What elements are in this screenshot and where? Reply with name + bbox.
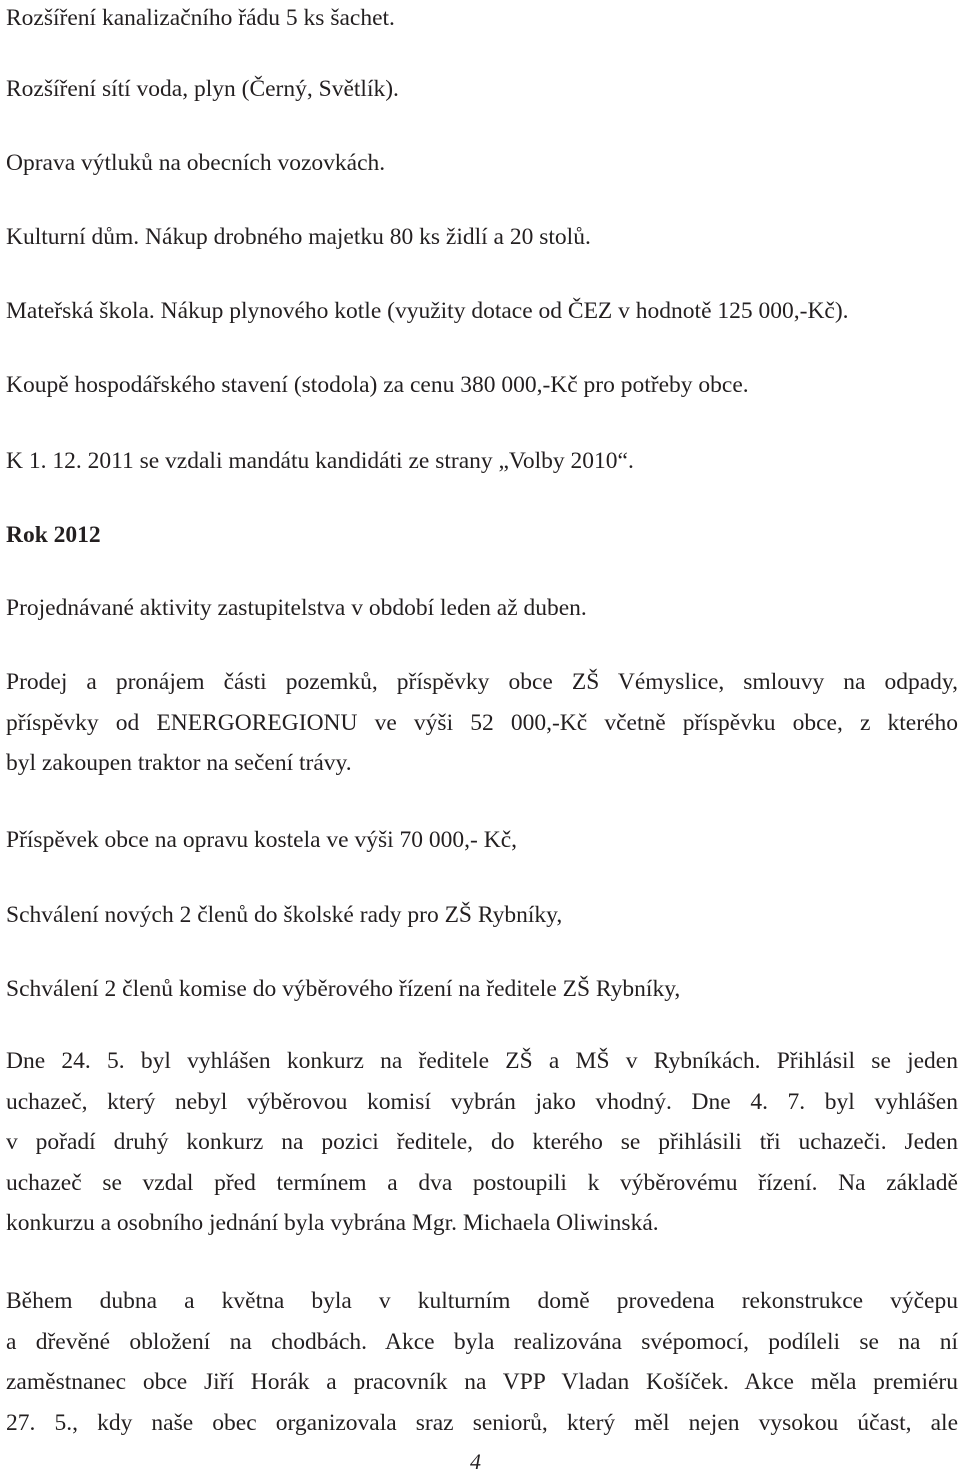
paragraph-line: konkurzu a osobního jednání byla vybrána Mgr. Michaela Oliwinská. [6, 1210, 659, 1236]
item-kindergarten: Mateřská škola. Nákup plynového kotle (využity dotace od ČEZ v hodnotě 125 000,-Kč). [6, 298, 849, 324]
paragraph-line: uchazeč se vzdal před termínem a dva postoupili k výběrovému řízení. Na základě [6, 1169, 958, 1196]
paragraph-line: uchazeč, který nebyl výběrovou komisí vybrán jako vhodný. Dne 4. 7. byl vyhlášen [6, 1088, 958, 1115]
section-heading: Rok 2012 [6, 522, 101, 548]
page-number: 4 [470, 1449, 481, 1474]
paragraph-line: byl zakoupen traktor na sečení trávy. [6, 750, 352, 776]
paragraph-line: Prodej a pronájem části pozemků, příspěvky obce ZŠ Vémyslice, smlouvy na odpady, [6, 669, 958, 695]
section-intro: Projednávané aktivity zastupitelstva v období leden až duben. [6, 595, 587, 621]
paragraph-reconstruction [6, 1281, 958, 1443]
paragraph-sale [6, 662, 958, 784]
paragraph-line: v pořadí druhý konkurz na pozici ředitele, do kterého se přihlásili tři uchazeči. Jeden [6, 1129, 958, 1155]
paragraph-commission: Schválení 2 členů komise do výběrového řízení na ředitele ZŠ Rybníky, [6, 976, 681, 1002]
paragraph-church: Příspěvek obce na opravu kostela ve výši 70 000,- Kč, [6, 827, 517, 853]
item-utilities: Rozšíření sítí voda, plyn (Černý, Světlík). [6, 76, 399, 102]
paragraph-line: a dřevěné obložení na chodbách. Akce byla realizována svépomocí, podíleli se na ní [6, 1328, 958, 1355]
item-barn-purchase: Koupě hospodářského stavení (stodola) za cenu 380 000,-Kč pro potřeby obce. [6, 372, 749, 398]
paragraph-line: zaměstnanec obce Jiří Horák a pracovník na VPP Vladan Košíček. Akce měla premiéru [6, 1369, 958, 1395]
item-sewer: Rozšíření kanalizačního řádu 5 ks šachet. [6, 5, 395, 31]
item-culture-house: Kulturní dům. Nákup drobného majetku 80 ks židlí a 20 stolů. [6, 224, 591, 250]
paragraph-line: Dne 24. 5. byl vyhlášen konkurz na ředitele ZŠ a MŠ v Rybníkách. Přihlásil se jeden [6, 1048, 958, 1074]
paragraph-school-board: Schválení nových 2 členů do školské rady pro ZŠ Rybníky, [6, 902, 563, 928]
item-mandate: K 1. 12. 2011 se vzdali mandátu kandidáti ze strany „Volby 2010“. [6, 448, 634, 474]
paragraph-line: příspěvky od ENERGOREGIONU ve výši 52 000,-Kč včetně příspěvku obce, z kterého [6, 709, 958, 736]
paragraph-line: Během dubna a května byla v kulturním domě provedena rekonstrukce výčepu [6, 1288, 958, 1314]
paragraph-line: 27. 5., kdy naše obec organizovala sraz seniorů, který měl nejen vysokou účast, ale [6, 1409, 958, 1436]
item-roads: Oprava výtluků na obecních vozovkách. [6, 150, 386, 176]
paragraph-competition [6, 1041, 958, 1244]
